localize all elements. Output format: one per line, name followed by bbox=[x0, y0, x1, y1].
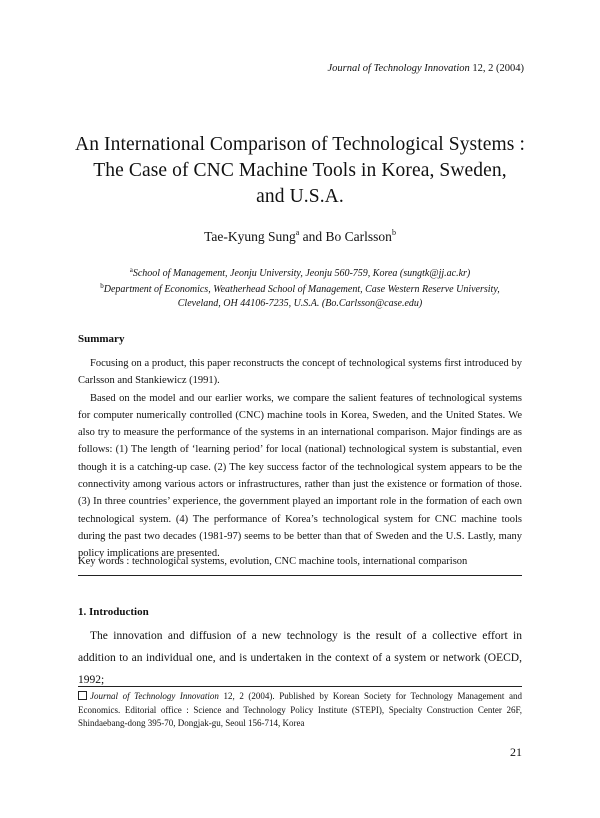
keywords-label: Key words : bbox=[78, 556, 130, 567]
affiliation-text: School of Management, Jeonju University, Jeonju 560-759, Korea (sungtk@jj.ac.kr) bbox=[132, 268, 471, 279]
author-list bbox=[60, 228, 540, 245]
page-number: 21 bbox=[510, 745, 522, 759]
affiliation-mark: a bbox=[129, 266, 133, 274]
keywords-text: technological systems, evolution, CNC machine tools, international comparison bbox=[131, 556, 468, 567]
summary-paragraph: Based on the model and our earlier works, we compare the salient features of technological systems for computer numerically controlled (CNC) machine tools in Korea, Sweden, and the United States. We also try to measure the performance of the systems in an international comparison. Major findings are as follows: (1) The length of ‘learning period’ for local (national) technological system is substantial, even though it is a catching-up case. (2) The key success factor of the technological system appears to be the connectivity among various actors or infrastructures, rather than just the existence or formation of those. (3) In three countries’ experience, the government played an important role in the formation of each own technological system. (4) The performance of Korea’s technological system for CNC machine tools during the past two decades (1981-97) seems to be better than that of Sweden and the U.S. Lastly, many policy implications are presented. bbox=[78, 392, 522, 560]
summary-body bbox=[78, 355, 522, 563]
keywords-divider bbox=[78, 575, 522, 576]
title-line-1: An International Comparison of Technological Systems : bbox=[75, 134, 525, 155]
author-conjunction: and bbox=[302, 229, 323, 244]
footnote-text: 12, 2 (2004). Published by Korean Society for Technology Management and Economics. Editorial office : Science and Technology Policy Institute (STEPI), Specialty Construction Center 26F, Shindaebang-dong 395-70, Dongjak-gu, Seoul 156-714, Korea bbox=[78, 691, 523, 728]
section-heading: 1. Introduction bbox=[78, 606, 149, 618]
author-name: Bo Carlsson bbox=[325, 229, 392, 244]
summary-heading: Summary bbox=[78, 333, 125, 345]
paper-title bbox=[60, 132, 540, 210]
affiliation-b bbox=[78, 279, 522, 311]
summary-paragraph: Focusing on a product, this paper reconstructs the concept of technological systems first introduced by Carlsson and Stankiewicz (1991). bbox=[78, 358, 522, 387]
author-name: Tae-Kyung Sung bbox=[204, 229, 296, 244]
affiliation-mark: a bbox=[295, 228, 300, 237]
journal-header bbox=[328, 63, 524, 74]
checkbox-square-icon bbox=[78, 691, 87, 700]
keywords bbox=[78, 556, 467, 567]
journal-name: Journal of Technology Innovation bbox=[327, 63, 470, 74]
title-line-2: The Case of CNC Machine Tools in Korea, Sweden, bbox=[93, 160, 507, 181]
title-line-3: and U.S.A. bbox=[256, 186, 344, 207]
introduction-body bbox=[78, 625, 522, 691]
affiliation-mark: b bbox=[391, 228, 396, 237]
footnote-divider bbox=[78, 686, 522, 687]
footnote-journal-name: Journal of Technology Innovation bbox=[90, 691, 219, 701]
body-paragraph: The innovation and diffusion of a new technology is the result of a collective effort in addition to an individual one, and is undertaken in the context of a system or network (OECD, 1992; bbox=[78, 630, 522, 686]
footnote bbox=[78, 690, 522, 731]
affiliation-mark: b bbox=[100, 282, 104, 290]
volume-issue: 12, 2 (2004) bbox=[472, 63, 524, 74]
affiliation-text: Department of Economics, Weatherhead School of Management, Case Western Reserve University, Cleveland, OH 44106-7235, U.S.A. (Bo.Carlsson@case.edu) bbox=[103, 284, 500, 309]
